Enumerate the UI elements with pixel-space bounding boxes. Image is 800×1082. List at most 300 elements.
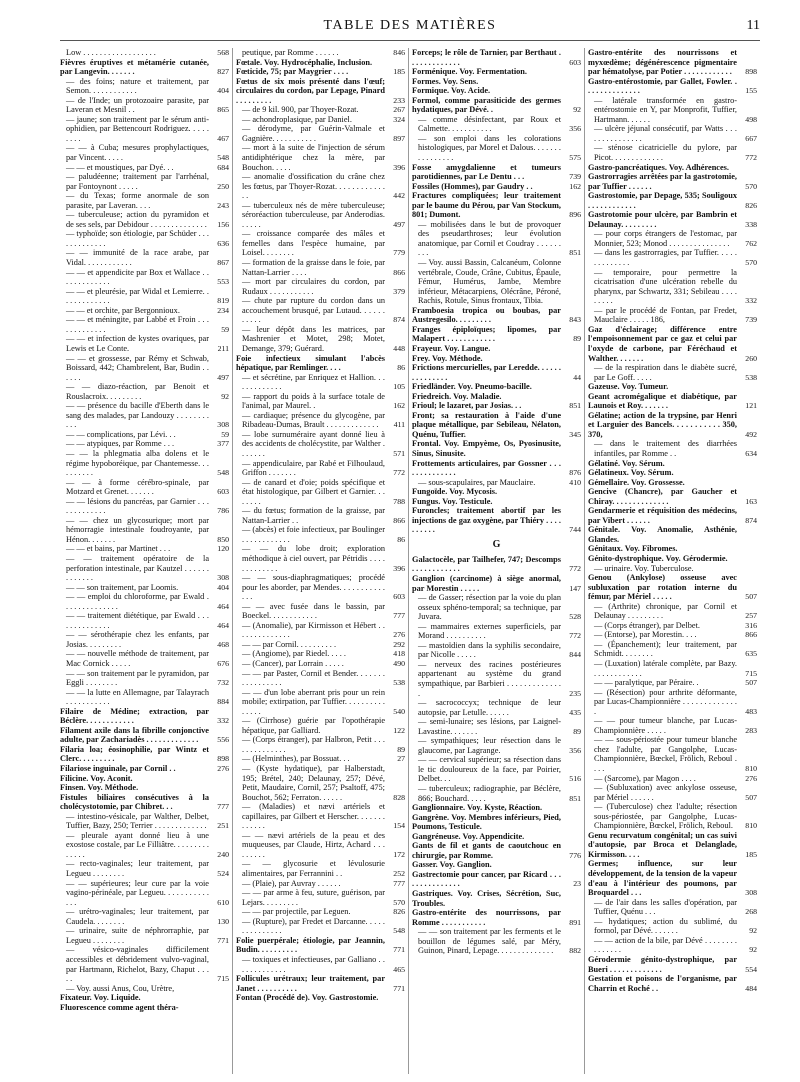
entry-text: Gastro-entérite des nourrissons, par Romme . . . . . . . . . . . (412, 908, 561, 927)
entry-text: Fixateur. Voy. Liquide. (60, 993, 141, 1003)
entry-text: Filicine. Voy. Aconit. (60, 773, 133, 783)
index-entry (412, 927, 581, 956)
index-column-3 (408, 48, 584, 1074)
index-entry (412, 660, 581, 698)
entry-text: — — du lobe droit; exploration méthodique à ciel ouvert, par Pétridis . . . . . . . . . . . . . (242, 544, 385, 573)
index-entry (412, 134, 581, 163)
index-entry (236, 67, 405, 77)
entry-page: 744 (569, 525, 581, 535)
index-entry (412, 115, 581, 134)
index-entry (236, 993, 405, 1003)
entry-page: 464 (217, 620, 229, 630)
entry-text: Filament axile dans la fibrille conjonctive adulte, par Zachariadès . . . . . . . . . . . . . (60, 725, 209, 745)
index-column-2 (232, 48, 408, 1074)
entry-text: Fungoïde. Voy. Mycosis. (412, 487, 498, 497)
entry-text: Filariose inguinale, par Cornil . . (60, 764, 176, 774)
entry-text: Galactocèle, par Tailhefer, 747; Descomps . . . . . . . . . . . . (412, 554, 561, 574)
index-entry (236, 955, 405, 974)
index-entry (412, 622, 581, 641)
index-entry (412, 459, 581, 478)
entry-page: 396 (393, 162, 405, 172)
entry-page: 163 (745, 496, 757, 506)
index-entry (236, 573, 405, 602)
index-entry (412, 497, 581, 507)
entry-page: 497 (217, 372, 229, 382)
entry-page: 490 (393, 659, 405, 668)
index-entry (60, 745, 229, 764)
entry-page: 777 (217, 802, 229, 812)
entry-text: — — nouvelle méthode de traitement, par Mac Cornick . . . . . (66, 649, 209, 668)
entry-text: — (Subluxation) avec ankylose osseuse, par Mériel . . . . . . (594, 783, 737, 802)
entry-text: Forménique. Voy. Fermentation. (412, 67, 527, 77)
entry-text: Gazeuse. Voy. Tumeur. (588, 382, 669, 392)
index-entry (588, 382, 757, 392)
entry-text: — mort par circulaires du cordon, par Rudaux . . . . . . . . . . . (242, 277, 385, 296)
entry-text: Gastro-entérite des nourrissons et myxœdème; dégénérescence pigmentaire par hématolyse, par Potier . . . . . . . . . . . . (588, 48, 737, 77)
entry-text: Fœtale. Voy. Hydrocéphalie, Inclusion. (236, 57, 373, 67)
index-entry (588, 544, 757, 554)
entry-text: — leur dépôt dans les matrices, par Mashrenier et Motet, 298; Motet, Demange, 379; Guérard. (242, 324, 385, 353)
entry-text: — croissance comparée des mâles et femelles dans l'espèce humaine, par Loisel. . . . . . . . (242, 229, 385, 258)
entry-text: Fistules biliaires consécutives à la cholécystotomie, par Chibret. . . (60, 792, 209, 812)
index-entry (412, 392, 581, 402)
entry-page: 44 (573, 372, 581, 382)
index-entry (60, 831, 229, 860)
entry-page: 356 (569, 745, 581, 755)
index-entry (236, 430, 405, 459)
index-entry (588, 602, 757, 621)
entry-page: 776 (569, 850, 581, 860)
entry-page: 715 (217, 974, 229, 984)
index-entry (236, 688, 405, 717)
entry-page: 59 (221, 324, 229, 334)
entry-page: 553 (217, 277, 229, 287)
index-entry (588, 678, 757, 688)
entry-text: — de 9 kil. 900, par Thoyer-Rozat. (242, 105, 359, 115)
entry-text: Gestation et poisons de l'organisme, par Charrin et Roché . . (588, 974, 737, 993)
entry-text: — (Plaie), par Auvray . . . . . . (242, 878, 341, 888)
entry-text: — — à forme cérébro-spinale, par Motzard et Grenet. . . . . . . (66, 477, 209, 497)
entry-text: — du Texas; forme anormale de son parasite, par Laveran. . . . (66, 191, 209, 210)
index-entry (236, 917, 405, 936)
index-entry (60, 630, 229, 649)
entry-text: — dérodyme, par Guérin-Valmale et Gagnière. . . . . . . . . . . (242, 124, 385, 143)
entry-page: 866 (745, 630, 757, 640)
entry-page: 185 (745, 849, 757, 859)
entry-page: 27 (397, 754, 405, 764)
entry-text: — hydatiques; action du sublimé, du formol, par Dévé. . . . . . . (594, 916, 737, 936)
entry-page: 898 (217, 754, 229, 764)
entry-text: — — par arme à feu, suture, guérison, par Lejars. . . . . . . . . (242, 888, 385, 907)
entry-page: 772 (393, 468, 405, 478)
entry-page: 410 (569, 477, 581, 487)
entry-text: — de canard et d'oie; poids spécifique et état histologique, par Gilbert et Garnier. . . . . . . . (242, 477, 385, 506)
entry-page: 260 (745, 353, 757, 363)
entry-text: — — avec fusée dans le bassin, par Boeckel. . . . . . . . . . . . (242, 601, 385, 621)
entry-text: — — d'un lobe aberrant pris pour un rein mobile; extirpation, par Tuffier. . . . . . . . . . . . . . . (242, 687, 385, 716)
index-entry (60, 984, 229, 994)
entry-page: 684 (217, 162, 229, 172)
entry-page: 762 (745, 238, 757, 248)
entry-text: — (Cirrhose) guérie par l'opothérapie hépatique, par Galliard. (242, 716, 385, 735)
index-entry (60, 879, 229, 908)
entry-text: Friedreich. Voy. Maladie. (412, 391, 502, 401)
entry-text: — intestino-vésicale, par Walther, Delbet, Tuffier, Bazy, 250; Terrier . . . . . . . . . . . . . (66, 811, 209, 831)
index-entry (412, 593, 581, 622)
index-entry (60, 783, 229, 793)
index-entry (236, 277, 405, 296)
index-entry (60, 248, 229, 267)
index-entry (60, 669, 229, 688)
entry-text: Gérodermie génito-dystrophique, par Bueri . . . . . . . . . . . . . (588, 954, 737, 974)
entry-page: 345 (569, 429, 581, 439)
entry-page: 779 (393, 248, 405, 258)
index-entry (236, 544, 405, 573)
entry-text: — — et méningite, par Labbé et Froin . . . . . . . . . . . . . (66, 315, 209, 334)
index-entry (60, 497, 229, 516)
index-entry (588, 621, 757, 631)
index-entry (588, 917, 757, 936)
entry-text: — sacrococcyx; technique de leur autopsie, par Letulle. . . . . . (418, 698, 561, 717)
entry-page: 332 (217, 716, 229, 726)
entry-text: Furoncles; traitement abortif par les injections de gaz oxygène, par Thiéry . . . . . . . . . . (412, 506, 561, 535)
entry-page: 89 (573, 726, 581, 736)
entry-text: — — par projectile, par Leguen. (242, 907, 351, 917)
entry-page: 257 (745, 611, 757, 621)
index-entry (60, 210, 229, 229)
index-entry (588, 163, 757, 173)
index-entry (588, 48, 757, 77)
index-entry (60, 306, 229, 316)
index-entry (236, 888, 405, 907)
entry-page: 92 (749, 926, 757, 936)
index-entry (60, 58, 229, 77)
index-entry (236, 48, 405, 58)
entry-text: Gastrotomie pour ulcère, par Bambrin et Delaunay. . . . . . . . . (588, 210, 737, 229)
entry-page: 876 (569, 468, 581, 478)
entry-text: Gastrectomie pour cancer, par Ricard . . . . . . . . . . . . . . . (412, 869, 561, 889)
index-entry (412, 908, 581, 927)
index-entry (588, 325, 757, 363)
entry-text: — Voy. aussi Bassin, Calcanéum, Colonne vertébrale, Coude, Crâne, Cubitus, Épaule, Fémur, Humérus, Jambe, Membre inférieur, Métacarpiens, Olécrâne, Péroné, Rachis, Rotule, Sinus frontaux, Tibia. (418, 258, 561, 306)
entry-page: 896 (569, 210, 581, 220)
index-entry (236, 105, 405, 115)
index-entry (236, 879, 405, 889)
entry-page: 411 (393, 420, 405, 430)
entry-text: — sympathiques; leur résection dans le glaucome, par Lagrange. (418, 736, 561, 755)
index-entry (588, 392, 757, 411)
entry-page: 636 (217, 238, 229, 248)
entry-text: Fluorescence comme agent théra- (60, 1002, 179, 1012)
index-entry (412, 401, 581, 411)
header-rule (60, 40, 760, 41)
entry-page: 156 (217, 219, 229, 229)
index-entry (412, 325, 581, 344)
entry-text: — — immunité de la race arabe, par Vidal. . . . . . . . . . . . (66, 248, 209, 268)
entry-text: Gélatineux. Voy. Sérum. (588, 468, 674, 478)
index-entry (236, 392, 405, 411)
entry-text: — son emploi dans les colorations histologiques, par Morel et Dalous. . . . . . . . . . . . . . . . (418, 133, 561, 163)
index-entry (588, 688, 757, 717)
entry-page: 379 (393, 286, 405, 296)
entry-text: — tuberculeuse; action du pyramidon et de ses sels, par Debidour . . . . . . . . . . . . . . (66, 210, 209, 229)
index-entry (412, 555, 581, 574)
entry-page: 865 (217, 105, 229, 115)
entry-page: 898 (745, 67, 757, 77)
entry-page: 484 (745, 983, 757, 993)
entry-text: Fungus. Voy. Testicule. (412, 496, 493, 506)
entry-text: Frictions mercurielles, par Leredde. . . . . . . . . . . . . . . (412, 363, 561, 382)
entry-page: 483 (745, 706, 757, 716)
entry-text: — (Luxation) latérale complète, par Bazy. . . . . . . . . . . . . (594, 659, 737, 678)
entry-page: 570 (745, 258, 757, 268)
entry-page: 267 (393, 105, 405, 115)
entry-page: 316 (745, 620, 757, 630)
index-entry (236, 936, 405, 955)
index-entry (412, 96, 581, 115)
entry-text: — achondroplasique, par Daniel. (242, 114, 352, 124)
entry-page: 516 (569, 774, 581, 784)
entry-page: 603 (217, 487, 229, 497)
entry-page: 528 (569, 612, 581, 622)
index-entry (588, 716, 757, 735)
entry-text: — urinaire. Voy. Tuberculose. (594, 563, 694, 573)
entry-page: 240 (217, 849, 229, 859)
index-entry (412, 736, 581, 755)
index-entry (588, 248, 757, 267)
entry-page: 332 (745, 296, 757, 306)
index-entry (60, 382, 229, 401)
entry-page: 548 (217, 153, 229, 163)
entry-page: 154 (393, 821, 405, 831)
index-entry (588, 143, 757, 162)
entry-text: — — complications, par Lévi. . . (66, 429, 176, 439)
entry-page: 130 (217, 916, 229, 926)
index-entry (588, 936, 757, 955)
index-entry (412, 755, 581, 784)
entry-text: — de Gasser; résection par la voie du plan osseux sphéno-temporal; sa technique, par Juvara. (418, 593, 561, 622)
index-entry (412, 889, 581, 908)
entry-page: 59 (221, 429, 229, 439)
entry-text: — appendiculaire, par Rabé et Filhoulaud, Griffon . . . . . . . (242, 458, 385, 478)
index-entry (412, 698, 581, 717)
entry-page: 252 (393, 869, 405, 879)
entry-text: — (Kyste hydatique), par Halberstadt, 195; Brétel, 240; Delaunay, 257; Dévé, Petit, Maudaire, Cornil, 257; Psaltoff, 475; Bouchot, 562; Ferraton. . . . . . (242, 764, 385, 802)
entry-text: — — chez un glycosurique; mort par hémorragie intestinale foudroyante, par Hénon. . . . . . . (66, 515, 209, 544)
entry-page: 292 (393, 639, 405, 649)
entry-text: — recto-vaginales; leur traitement, par Legueu . . . . . . . . (66, 859, 209, 879)
index-entry (60, 191, 229, 210)
entry-text: — — son traitement, par Loomis. (66, 582, 179, 592)
entry-page: 89 (397, 744, 405, 754)
entry-page: 121 (745, 401, 757, 411)
entry-text: Finsen. Voy. Méthode. (60, 783, 139, 793)
entry-text: — — action de la bile, par Dévé . . . . . . . . . . . . . . . (594, 935, 737, 955)
index-entry (236, 525, 405, 544)
entry-page: 147 (569, 583, 581, 593)
index-entry (588, 974, 757, 993)
entry-text: — mobilisées dans le but de provoquer des pseudarthroses; leur évolution anatomique, par Cornil et Coudray . . . . . . . . . (418, 219, 561, 258)
index-entry (412, 870, 581, 889)
entry-page: 497 (393, 219, 405, 229)
entry-page: 283 (745, 725, 757, 735)
entry-page: 185 (393, 67, 405, 77)
index-entry (60, 926, 229, 945)
index-entry (236, 754, 405, 764)
entry-text: Genu recurvatum congénital; un cas suivi d'autopsie, par Broca et Delanglade, Kirmisson. . . . (588, 830, 737, 859)
page-number: 11 (746, 18, 760, 33)
entry-page: 276 (393, 630, 405, 640)
entry-page: 771 (393, 945, 405, 955)
entry-text: — — nævi artériels de la peau et des muqueuses, par Claude, Hirtz, Achard . . . . . . . . . (242, 830, 385, 859)
entry-text: — (Corps étranger), par Delbet. (594, 620, 700, 630)
entry-page: 851 (569, 401, 581, 411)
entry-page: 771 (217, 935, 229, 945)
index-entry (236, 764, 405, 802)
entry-page: 777 (393, 878, 405, 888)
index-entry (588, 468, 757, 478)
entry-text: — — glycosurie et lévulosurie alimentaires, par Ferrannini . . (242, 859, 385, 879)
entry-page: 884 (217, 697, 229, 707)
entry-text: — — sous-périostée pour tumeur blanche chez l'adulte, par Gangolphe, Lucas-Championnière, Bœckel, Frölich, Reboul . . . . (594, 735, 737, 774)
entry-text: — — son traitement par le pyramidon, par Eggli . . . . . . . . (66, 668, 209, 688)
entry-text: Low . . . . . . . . . . . . . . . . . . (66, 48, 156, 57)
entry-text: Gastrostomie, par Depage, 535; Souligoux . . . . . . . . . . . . (588, 191, 737, 210)
index-entry (60, 439, 229, 449)
entry-page: 435 (569, 707, 581, 717)
index-column-4 (584, 48, 760, 1074)
entry-text: — sous-scapulaires, par Mauclaire. (418, 477, 536, 487)
index-entry (588, 859, 757, 897)
entry-page: 507 (745, 792, 757, 802)
page-title: TABLE DES MATIÈRES (323, 18, 497, 33)
entry-text: — latérale transformée en gastro-entérostomie en Y, par Monprofit, Tuffier, Hartmann. . . . . . (594, 95, 737, 124)
index-entry (412, 860, 581, 870)
entry-text: — temporaire, pour permettre la cicatrisation d'une ulcération rebelle du pharynx, par Schwartz, 331; Sebileau . . . . . . . . . (594, 267, 737, 306)
entry-page: 851 (569, 248, 581, 258)
entry-page: 548 (393, 926, 405, 936)
entry-text: Frey. Voy. Méthode. (412, 353, 483, 363)
entry-text: Frontal. Voy. Empyème, Os, Pyosinusite, Sinus, Sinusite. (412, 439, 561, 458)
entry-text: Formol, comme parasiticide des germes hydatiques, par Dévé. . (412, 95, 561, 115)
entry-page: 844 (569, 650, 581, 660)
index-entry (412, 354, 581, 364)
entry-text: Fœtus de six mois présenté dans l'œuf; circulaires du cordon, par Lepage, Pinard . . . . . . . . . (236, 76, 385, 105)
index-entry (60, 592, 229, 611)
index-entry (588, 96, 757, 125)
entry-page: 570 (745, 181, 757, 191)
entry-text: — (Tuberculose) chez l'adulte; résection sous-périostée, par Gangolphe, Lucas-Championnière, Bœckel, Frölich, Reboul. (594, 802, 737, 831)
index-entry (412, 487, 581, 497)
index-entry (60, 229, 229, 248)
entry-text: Fièvres éruptives et métamérie cutanée, par Langevin. . . . . . . (60, 57, 209, 77)
entry-page: 777 (393, 611, 405, 621)
index-entry (412, 411, 581, 440)
index-entry (236, 354, 405, 373)
entry-text: — (Sarcome), par Magon . . . . (594, 773, 696, 783)
entry-page: 172 (393, 849, 405, 859)
entry-text: — urétro-vaginales; leur traitement, par Caudela. . . . . . . . (66, 907, 209, 926)
entry-page: 819 (217, 296, 229, 306)
entry-page: 570 (393, 897, 405, 907)
index-entry (60, 726, 229, 745)
entry-text: — nerveux des racines postérieures appartenant au système du grand sympathique, par Barbieri . . . . . . . . . . . . . . (418, 659, 561, 698)
entry-page: 507 (745, 592, 757, 602)
entry-page: 771 (393, 983, 405, 993)
index-entry (60, 611, 229, 630)
entry-text: Gastriques. Voy. Crises, Sécrétion, Suc, Troubles. (412, 889, 561, 908)
entry-text: — vésico-vaginales difficilement accessibles et débridement vulvo-vaginal, par Hartmann, Richelot, Bazy, Chaput . . . . . (66, 945, 209, 984)
index-entry (588, 659, 757, 678)
entry-text: Friedländer. Voy. Pneumo-bacille. (412, 382, 532, 392)
entry-text: — — sous-diaphragmatiques; procédé pour les aborder, par Mendes. . . . . . . . . . . . . . (242, 573, 385, 602)
index-columns (60, 48, 760, 1074)
entry-text: — — cervical supérieur; sa résection dans le tic douloureux de la face, par Poirier, Delbet. . . (418, 755, 561, 784)
index-entry (236, 735, 405, 754)
entry-page: 468 (217, 639, 229, 649)
index-entry (236, 659, 405, 669)
index-entry (412, 813, 581, 832)
index-entry (412, 48, 581, 67)
entry-text: — jaune; son traitement par le sérum anti-ophidien, par Bettencourt Rodriguez. . . . . . . . . (66, 114, 209, 143)
index-entry (60, 793, 229, 812)
entry-text: — — la lutte en Allemagne, par Talayrach . . . . . . . . . . . (66, 687, 209, 707)
entry-page: 235 (569, 688, 581, 698)
index-entry (236, 974, 405, 993)
entry-page: 120 (217, 544, 229, 554)
index-entry (236, 124, 405, 143)
entry-page: 92 (749, 945, 757, 955)
entry-text: — — et orchite, par Bergonnioux. (66, 305, 180, 315)
entry-text: — (Helminthes), par Bossuat. . . (242, 754, 350, 764)
entry-page: 251 (217, 821, 229, 831)
index-entry (60, 1003, 229, 1013)
entry-text: — (Rupture), par Fredet et Darcanne. . . . . . . . . . . . . . . (242, 916, 385, 936)
entry-text: Genou (Ankylose) osseuse avec subluxation par rotation interne du fémur, par Mériel . . . . . (588, 573, 737, 602)
entry-text: — toxiques et infectieuses, par Galliano . . . . . . . . . . . . . (242, 954, 385, 974)
index-entry (236, 258, 405, 277)
index-entry (412, 439, 581, 458)
index-entry (412, 306, 581, 325)
entry-page: 308 (217, 573, 229, 583)
entry-text: Gangréneuse. Voy. Appendicite. (412, 831, 525, 841)
entry-page: 276 (745, 773, 757, 783)
index-entry (588, 172, 757, 191)
index-entry (412, 163, 581, 182)
entry-page: 568 (217, 48, 229, 57)
index-entry (60, 401, 229, 430)
entry-text: — (Maladies) et nævi artériels et capillaires, par Gilbert et Herscher. . . . . . . . . . . . . (242, 802, 385, 831)
entry-page: 667 (745, 133, 757, 143)
entry-text: — urinaire, suite de néphrorraphie, par Legueu . . . . . . . . (66, 926, 209, 945)
index-entry (60, 96, 229, 115)
index-entry (588, 802, 757, 831)
entry-text: — par le procédé de Fontan, par Fredet, Mauclaire . . . . . 186, (594, 305, 737, 325)
entry-text: — mort à la suite de l'injection de sérum antidiphtérique chez la mère, par Bouchon. . . . . (242, 143, 385, 172)
entry-text: Folie puerpérale; étiologie, par Jeannin, Budin. . . . . . . . . . (236, 935, 385, 955)
index-entry (236, 115, 405, 125)
entry-text: — — présence du bacille d'Eberth dans le sang des malades, par Landouzy . . . . . . . . . . . (66, 401, 209, 430)
entry-page: 507 (745, 678, 757, 688)
entry-text: Franges épiploïques; lipomes, par Malapert . . . . . . . . . . . . (412, 324, 561, 344)
entry-page: 122 (393, 725, 405, 735)
entry-text: — — supérieures; leur cure par la voie vagino-périnéale, par Legueu. . . . . . . . . . . . . . (66, 878, 209, 907)
index-entry (412, 641, 581, 660)
index-entry (60, 315, 229, 334)
entry-text: — dans le traitement des diarrhées infantiles, par Romme . . (594, 439, 737, 458)
entry-page: 89 (573, 334, 581, 344)
entry-text: — — traitement diététique, par Ewald . . . . . . . . . . . . . . (66, 611, 209, 630)
